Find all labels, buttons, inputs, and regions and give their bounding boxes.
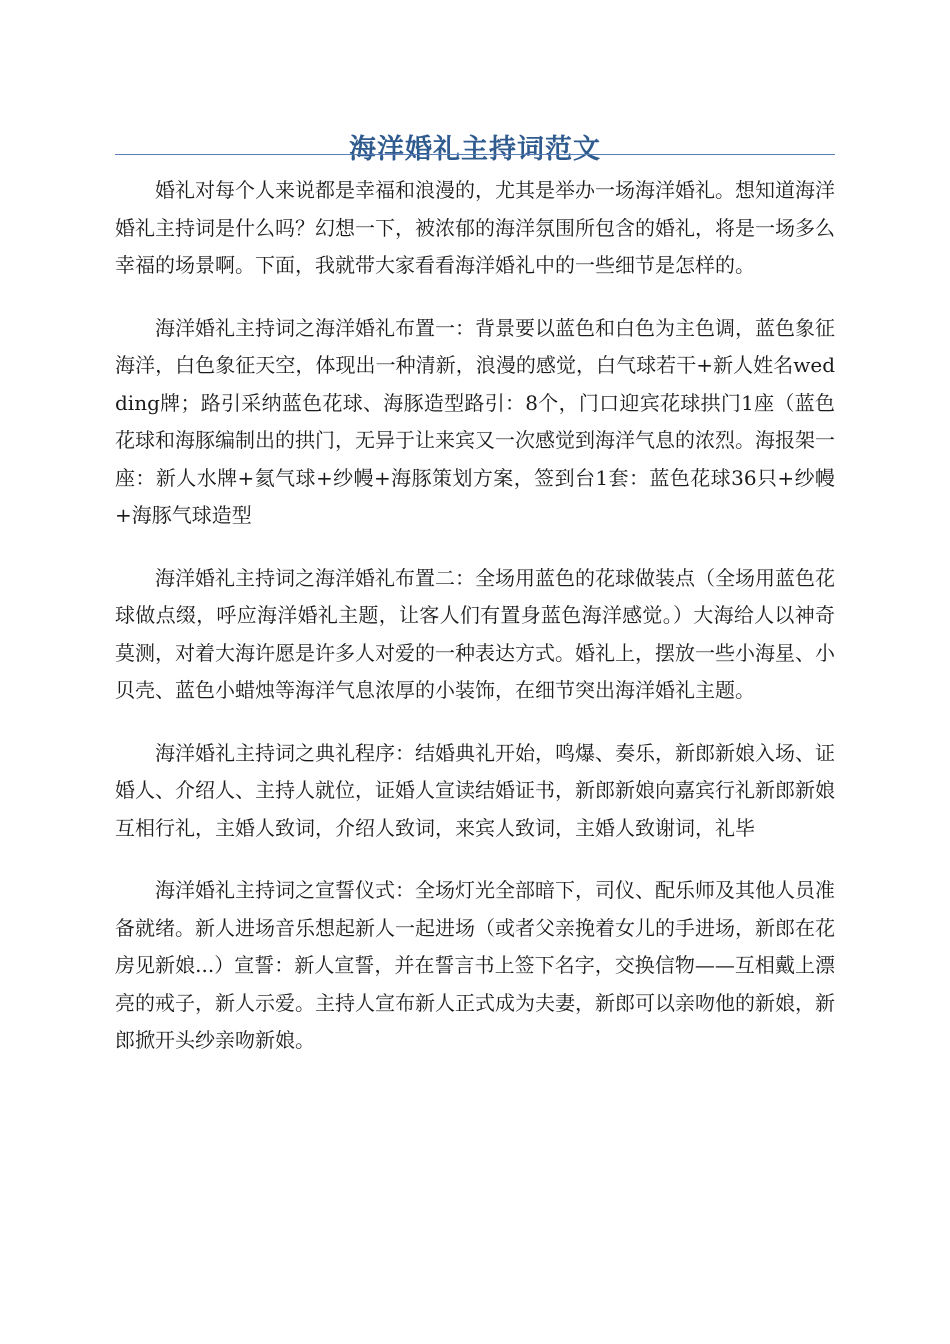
paragraph-intro: 婚礼对每个人来说都是幸福和浪漫的，尤其是举办一场海洋婚礼。想知道海洋婚礼主持词是什么吗？幻想一下，被浓郁的海洋氛围所包含的婚礼，将是一场多么幸福的场景啊。下面，我就带大家看看海洋婚礼中的一些细节是怎样的。	[115, 178, 835, 277]
paragraph-decoration-two: 海洋婚礼主持词之海洋婚礼布置二：全场用蓝色的花球做装点（全场用蓝色花球做点缀，呼应海洋婚礼主题，让客人们有置身蓝色海洋感觉。）大海给人以神奇莫测，对着大海许愿是许多人对爱的一种表达方式。婚礼上，摆放一些小海星、小贝壳、蓝色小蜡烛等海洋气息浓厚的小装饰，在细节突出海洋婚礼主题。	[115, 565, 835, 702]
paragraph-vow-ceremony: 海洋婚礼主持词之宣誓仪式：全场灯光全部暗下，司仪、配乐师及其他人员准备就绪。新人进场音乐想起新人一起进场（或者父亲挽着女儿的手进场，新郎在花房见新娘...）宣誓：新人宣誓，并在誓言书上签下名字，交换信物——互相戴上漂亮的戒子，新人示爱。主持人宣布新人正式成为夫妻，新郎可以亲吻他的新娘，新郎掀开头纱亲吻新娘。	[115, 878, 835, 1052]
paragraph-ceremony-program: 海洋婚礼主持词之典礼程序：结婚典礼开始，鸣爆、奏乐，新郎新娘入场、证婚人、介绍人、主持人就位，证婚人宣读结婚证书，新郎新娘向嘉宾行礼新郎新娘互相行礼，主婚人致词，介绍人致词，来宾人致词，主婚人致谢词，礼毕	[115, 740, 835, 840]
document-title: 海洋婚礼主持词范文	[349, 134, 601, 166]
paragraph-decoration-one: 海洋婚礼主持词之海洋婚礼布置一：背景要以蓝色和白色为主色调，蓝色象征海洋，白色象征天空，体现出一种清新，浪漫的感觉，白气球若干+新人姓名wedding牌；路引采纳蓝色花球、海豚造型路引：8个，门口迎宾花球拱门1座（蓝色花球和海豚编制出的拱门，无异于让来宾又一次感觉到海洋气息的浓烈。海报架一座：新人水牌+氦气球+纱幔+海豚策划方案，签到台1套：蓝色花球36只+纱幔+海豚气球造型	[115, 315, 835, 527]
document-body	[115, 172, 835, 1085]
title-underline	[115, 154, 835, 155]
